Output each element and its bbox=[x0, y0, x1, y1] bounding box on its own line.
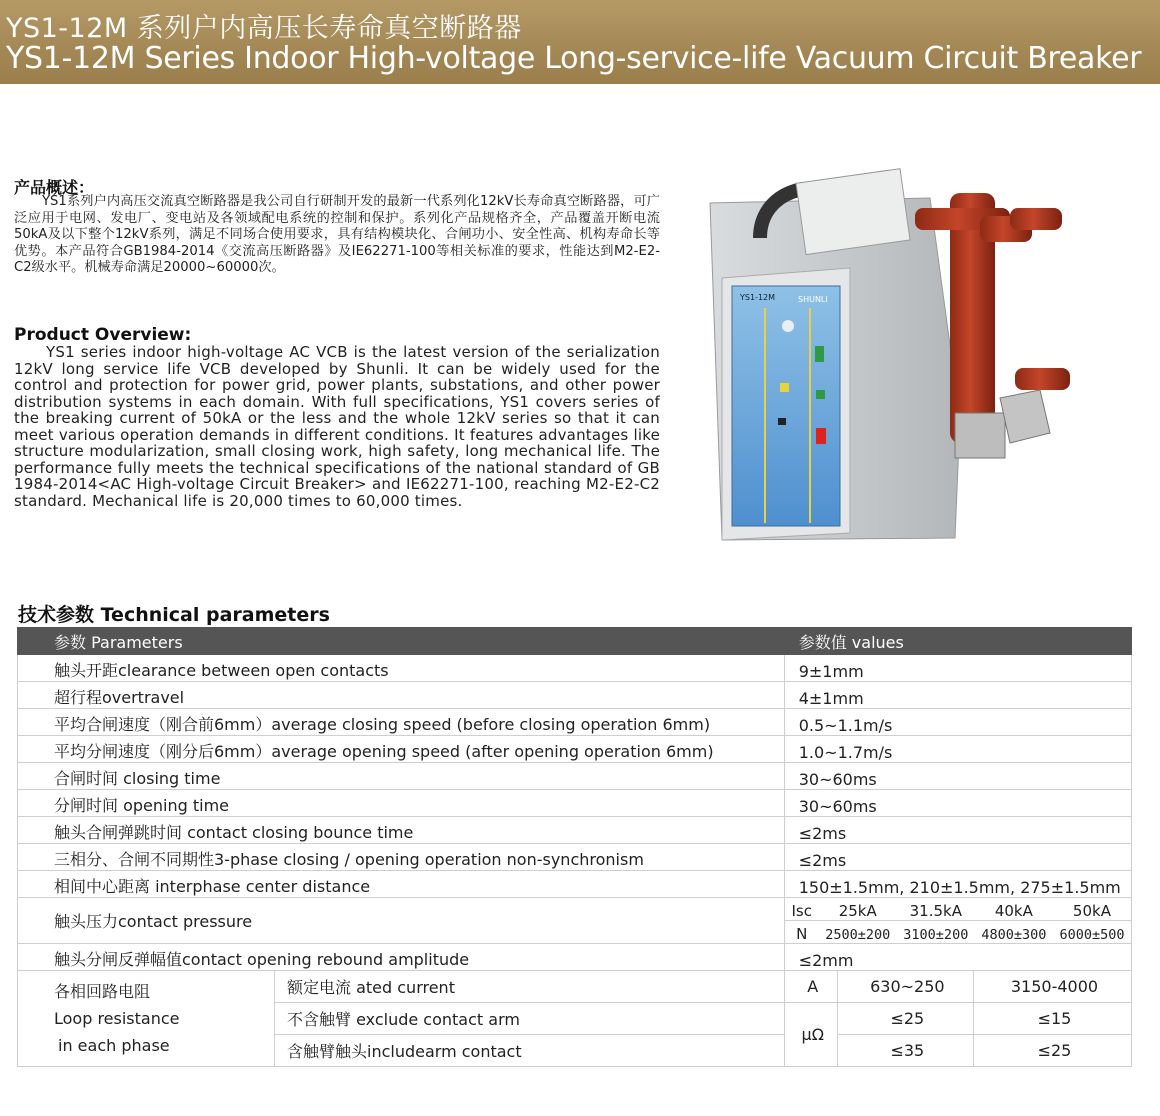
isc-value: 50kA bbox=[1053, 898, 1131, 921]
overview-en-heading: Product Overview: bbox=[14, 325, 192, 345]
row-param: 平均分闸速度（刚分后6mm）average opening speed (after opening operation 6mm) bbox=[18, 736, 785, 763]
row-value: 30~60ms bbox=[784, 763, 1131, 790]
table-row bbox=[18, 736, 1132, 763]
row-value: ≤2ms bbox=[784, 844, 1131, 871]
open-button-icon bbox=[816, 428, 826, 444]
row-param: 平均合闸速度（刚合前6mm）average closing speed (before closing operation 6mm) bbox=[18, 709, 785, 736]
n-label: N bbox=[796, 925, 808, 943]
header-param: 参数 Parameters bbox=[18, 628, 785, 655]
table-header bbox=[18, 628, 1132, 655]
row-param: 触头压力contact pressure bbox=[18, 898, 785, 944]
table-row bbox=[18, 844, 1132, 871]
loop-label-line: 各相回路电阻 bbox=[54, 982, 151, 1001]
resistance-value: ≤25 bbox=[837, 1003, 973, 1035]
isc-value: 31.5kA bbox=[897, 898, 975, 921]
table-row bbox=[18, 709, 1132, 736]
circuit-breaker-photo bbox=[700, 168, 1140, 548]
green-indicator-icon bbox=[816, 390, 825, 399]
table-row bbox=[18, 655, 1132, 682]
technical-parameters-table bbox=[17, 627, 1132, 1067]
loop-label-line: Loop resistance bbox=[54, 1009, 180, 1028]
n-value: 4800±300 bbox=[981, 927, 1047, 943]
row-param: 触头合闸弹跳时间 contact closing bounce time bbox=[18, 817, 785, 844]
panel-model-label: YS1-12M bbox=[740, 293, 776, 302]
pressure-values bbox=[784, 898, 1131, 944]
row-param: 合闸时间 closing time bbox=[18, 763, 785, 790]
row-param: 三相分、合闸不同期性3-phase closing / opening operation non-synchronism bbox=[18, 844, 785, 871]
overview-en-body: YS1 series indoor high-voltage AC VCB is the latest version of the serialization 12kV long service life VCB developed by Shunli. It can be widely used for the control and protection for power grid, power plants, substations, and other power distribution systems in each domain. With full specifications, YS1 covers series of the breaking current of 50kA or the less and the whole 12kV series so that it can meet various operation demands in different conditions. It features advantages like structure modularization, small closing work, high safety, long mechanical life. The performance fully meets the technical specifications of the national standard of GB 1984-2014<AC High-voltage Circuit Breaker> and IE62271-100, reaching M2-E2-C2 standard. Mechanical life is 20,000 times to 60,000 times. bbox=[14, 343, 660, 510]
overview-cn-body: YS1系列户内高压交流真空断路器是我公司自行研制开发的最新一代系列化12kV长寿命真空断路器，可广泛应用于电网、发电厂、变电站及各领域配电系统的控制和保护。系列化产品规格齐全，产品覆盖开断电流50kA及以下整个12kV系列，满足不同场合使用要求，具有结构模块化、合闸功小、安全性高、机构寿命长等优势。本产品符合GB1984-2014《交流高压断路器》及IE62271-100等相关标准的要求，性能达到M2-E2-C2级水平。机械寿命满足20000~60000次。 bbox=[14, 194, 660, 276]
title-chinese: YS1-12M 系列户内高压长寿命真空断路器 bbox=[6, 13, 522, 44]
n-value: 6000±500 bbox=[1059, 927, 1125, 943]
current-value: 630~250 bbox=[837, 971, 973, 1003]
yellow-indicator-icon bbox=[780, 383, 789, 392]
table-row bbox=[18, 763, 1132, 790]
row-value: 9±1mm bbox=[784, 655, 1131, 682]
row-param: 分闸时间 opening time bbox=[18, 790, 785, 817]
current-value: 3150-4000 bbox=[973, 971, 1131, 1003]
panel-brand-label: SHUNLI bbox=[798, 295, 828, 304]
table-row bbox=[18, 817, 1132, 844]
n-value: 2500±200 bbox=[825, 927, 891, 943]
close-button-icon bbox=[815, 346, 824, 362]
row-param: 触头分闸反弹幅值contact opening rebound amplitude bbox=[18, 944, 785, 971]
isc-value: 40kA bbox=[975, 898, 1053, 921]
technical-parameters-title: 技术参数 Technical parameters bbox=[18, 604, 330, 626]
resistance-value: ≤35 bbox=[837, 1035, 973, 1067]
overview-cn-heading: 产品概述： bbox=[14, 178, 95, 197]
row-value: ≤2mm bbox=[784, 944, 1131, 971]
unit-ampere: A bbox=[784, 971, 837, 1003]
row-value: ≤2ms bbox=[784, 817, 1131, 844]
table-row bbox=[18, 682, 1132, 709]
indicator-window bbox=[782, 320, 794, 332]
resistance-value: ≤15 bbox=[973, 1003, 1131, 1035]
isc-label: Isc bbox=[785, 898, 819, 921]
row-value: 1.0~1.7m/s bbox=[784, 736, 1131, 763]
row-value: 4±1mm bbox=[784, 682, 1131, 709]
header-value: 参数值 values bbox=[784, 628, 1131, 655]
isc-value: 25kA bbox=[819, 898, 897, 921]
table-row bbox=[18, 871, 1132, 898]
loop-resistance-row bbox=[18, 971, 1132, 1003]
table-row bbox=[18, 790, 1132, 817]
table-row bbox=[18, 944, 1132, 971]
row-value: 150±1.5mm, 210±1.5mm, 275±1.5mm bbox=[784, 871, 1131, 898]
pressure-subtable bbox=[785, 898, 1131, 943]
key-switch-icon bbox=[778, 418, 786, 425]
rated-current-label: 额定电流 ated current bbox=[275, 971, 785, 1003]
contact-pressure-row bbox=[18, 898, 1132, 944]
title-banner bbox=[0, 0, 1160, 84]
row-param: 超行程overtravel bbox=[18, 682, 785, 709]
loop-label-line: in each phase bbox=[58, 1036, 170, 1055]
n-value: 3100±200 bbox=[903, 927, 969, 943]
include-arm-label: 含触臂触头includearm contact bbox=[275, 1035, 785, 1067]
row-param: 触头开距clearance between open contacts bbox=[18, 655, 785, 682]
title-english: YS1-12M Series Indoor High-voltage Long-service-life Vacuum Circuit Breaker bbox=[6, 41, 1142, 76]
row-value: 30~60ms bbox=[784, 790, 1131, 817]
unit-micro-ohm: μΩ bbox=[784, 1003, 837, 1067]
exclude-arm-label: 不含触臂 exclude contact arm bbox=[275, 1003, 785, 1035]
row-value: 0.5~1.1m/s bbox=[784, 709, 1131, 736]
row-param: 相间中心距离 interphase center distance bbox=[18, 871, 785, 898]
loop-resistance-label bbox=[18, 971, 275, 1067]
resistance-value: ≤25 bbox=[973, 1035, 1131, 1067]
